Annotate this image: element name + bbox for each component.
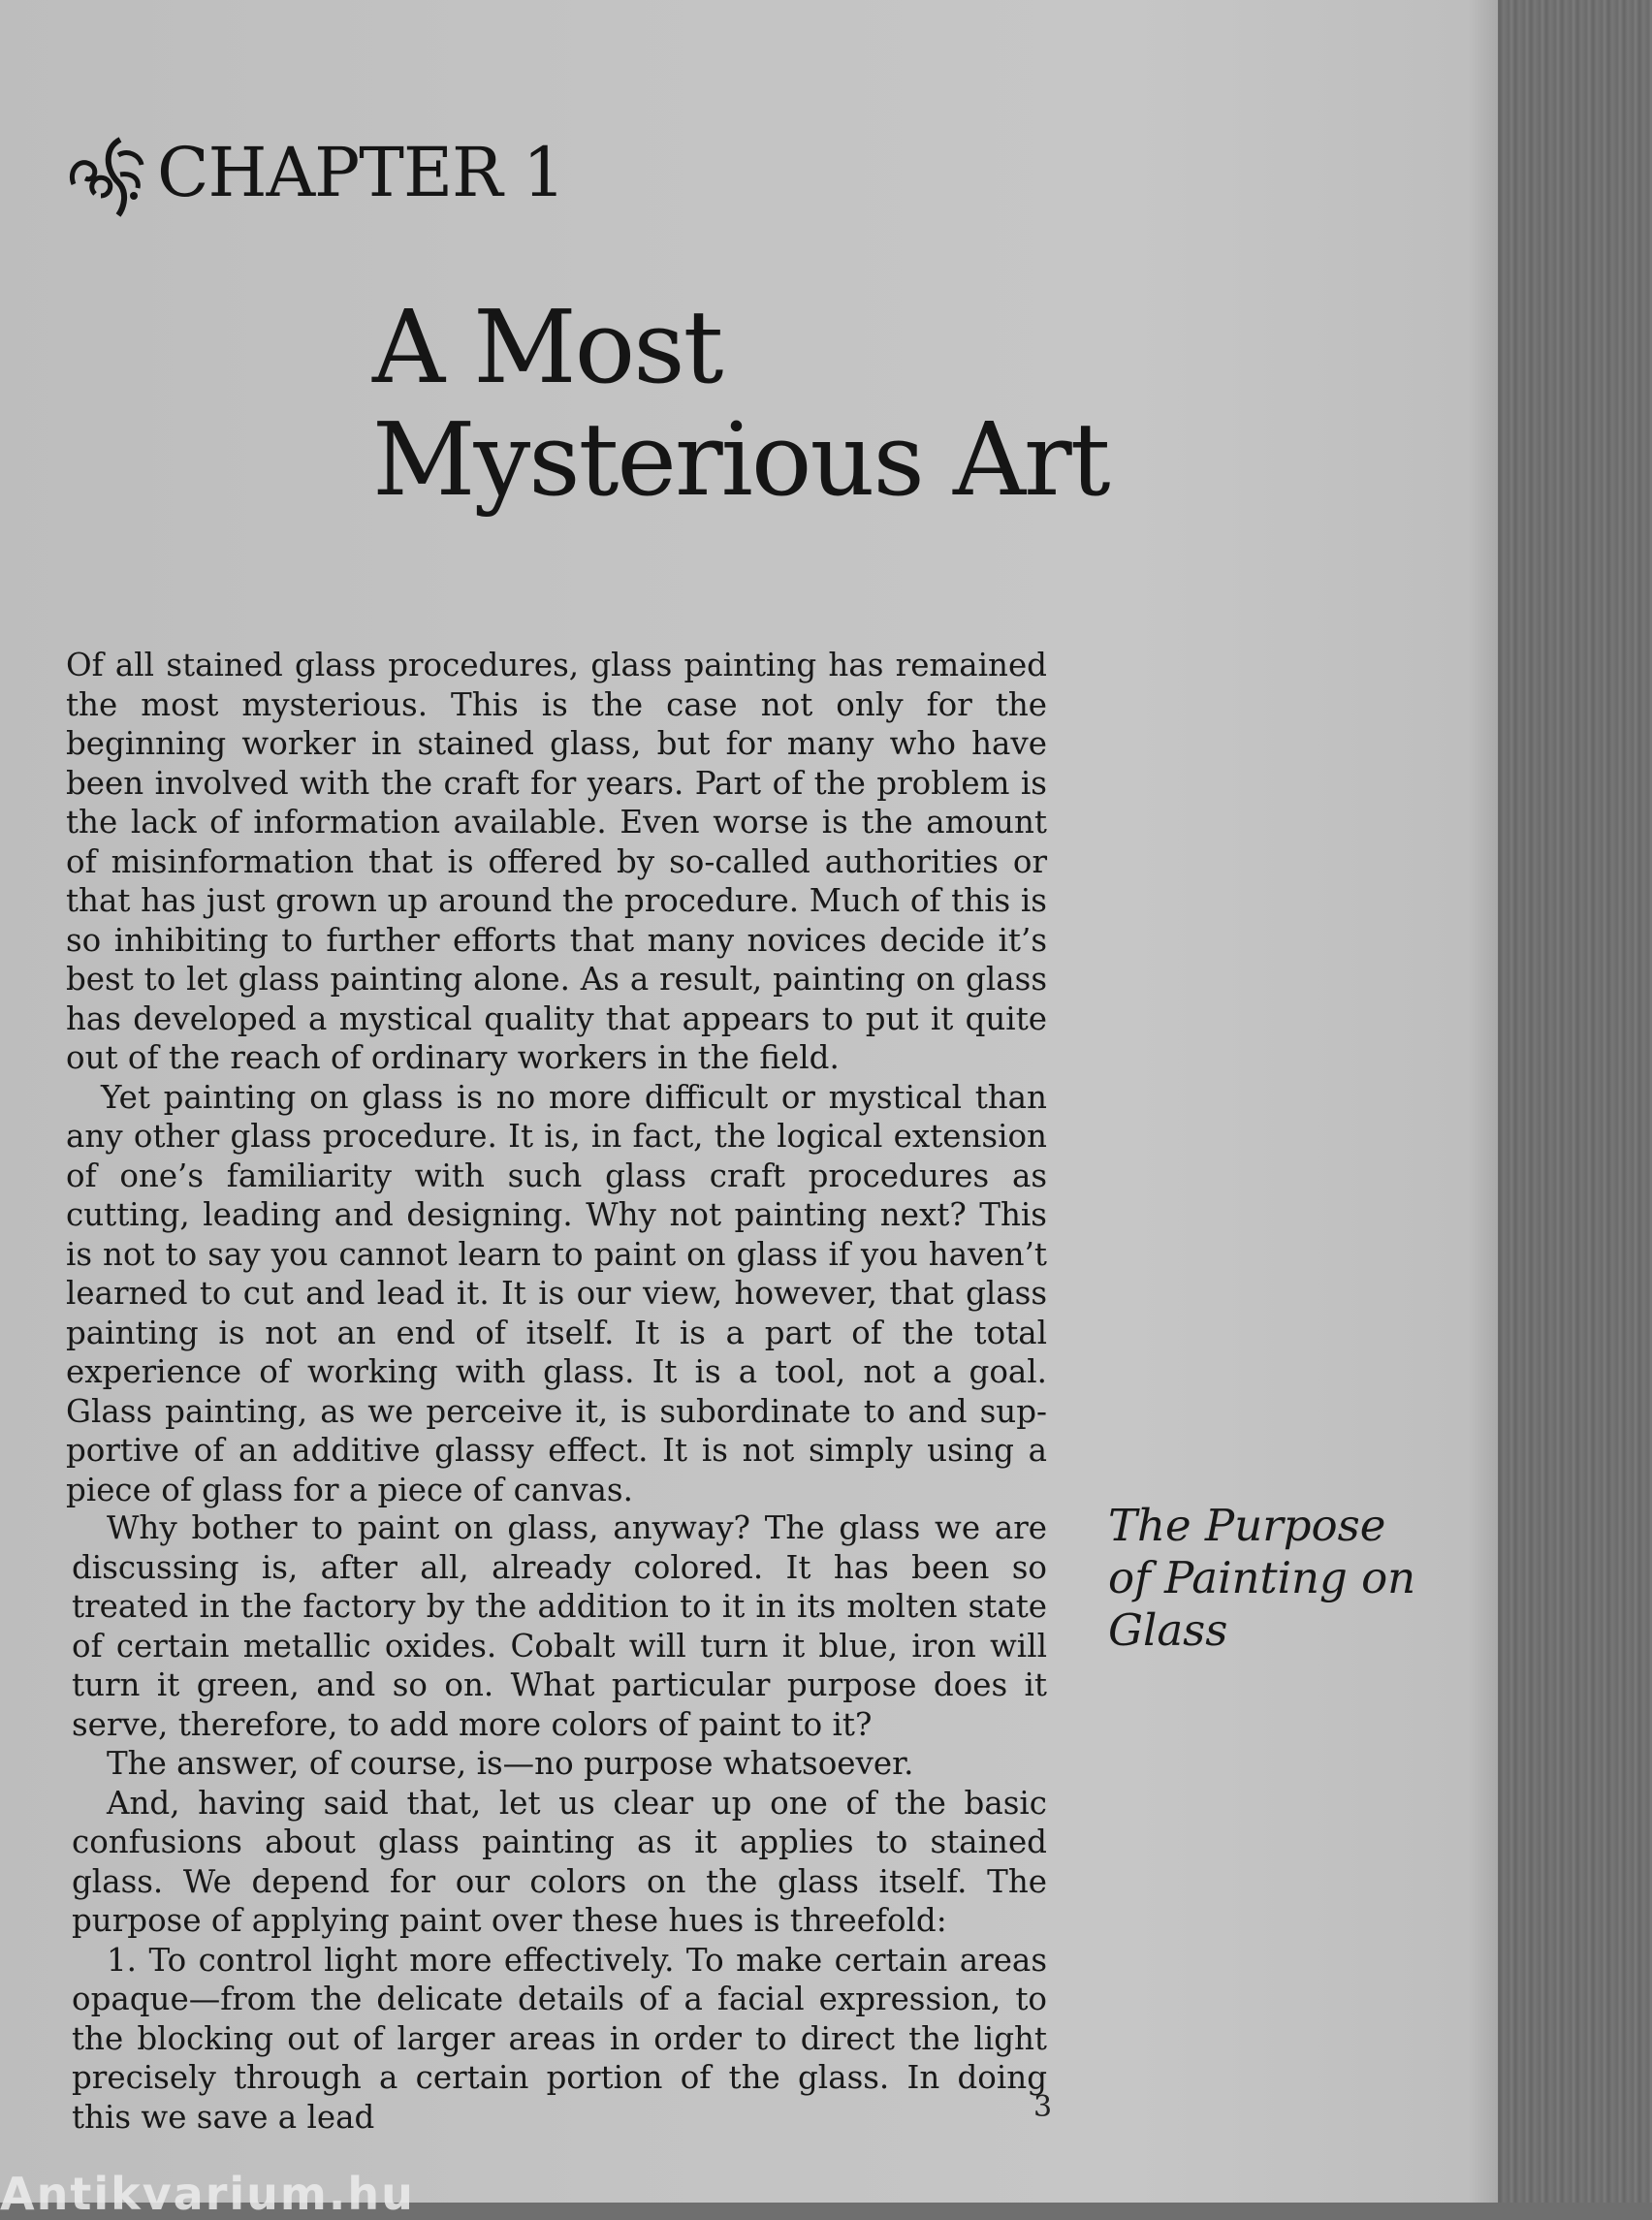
body-paragraph: 1. To control light more effectively. To make certain areas opaque—from the delicate details of a facial expression, to the blocking out of larger areas in order to direct the light precisely through a certain portion of the glass. In doing this we save a lead xyxy=(72,1941,1047,2136)
chapter-title xyxy=(372,288,1109,519)
watermark: Antikvarium.hu xyxy=(0,2168,415,2220)
chapter-title-line: A Most xyxy=(372,288,722,406)
margin-section-heading: The Purpose of Painting on Glass xyxy=(1108,1500,1416,1656)
fleuron-ornament-icon xyxy=(66,126,147,219)
body-paragraph: And, having said that, let us clear up one of the basic confusions about glass painting as it applies to stained glass. We depend for our colors on the glass itself. The purpose of applying paint over these hues is threefold: xyxy=(72,1784,1047,1939)
page-number: 3 xyxy=(1033,2090,1053,2124)
wood-background xyxy=(1493,0,1652,2203)
body-section-intro xyxy=(66,646,1047,1509)
chapter-title-line: Mysterious Art xyxy=(372,400,1109,519)
body-paragraph: Of all stained glass procedures, glass painting has remained the most mysterious. This is the case not only for the beginning worker in stained glass, but for many who have been involved with the craft for years. Part of the problem is the lack of information available. Even worse is the amount of misinformation that is offered by so-called authorities or that has just grown up around the procedure. Much of this is so inhibiting to further efforts that many novices decide it’s best to let glass painting alone. As a result, painting on glass has developed a mystical quality that appears to put it quite out of the reach of ordinary workers in the field. xyxy=(66,647,1047,1076)
body-paragraph: Why bother to paint on glass, anyway? The glass we are discussing is, after all, already colored. It has been so treated in the factory by the addition to it in its molten state of certain metallic oxides. Cobalt will turn it blue, iron will turn it green, and so on. What particular purpose does it serve, therefore, to add more colors of paint to it? xyxy=(72,1509,1047,1743)
body-paragraph: The answer, of course, is—no purpose whatsoever. xyxy=(107,1745,914,1782)
body-paragraph: Yet painting on glass is no more difficult or mystical than any other glass procedure. It is, in fact, the logical extension of one’s familiarity with such glass craft procedures as cutting, leading and designing. Why not painting next? This is not to say you cannot learn to paint on glass if you haven’t learned to cut and lead it. It is our view, however, that glass painting is not an end of itself. It is a part of the total experience of working with glass. It is a tool, not a goal. Glass painting, as we perceive it, is subordinate to and supportive of an additive glassy effect. It is not simply using a piece of glass for a piece of canvas. xyxy=(66,1078,1047,1508)
chapter-heading xyxy=(66,124,565,221)
body-section-purpose xyxy=(72,1508,1047,2137)
chapter-label: CHAPTER 1 xyxy=(157,133,565,212)
